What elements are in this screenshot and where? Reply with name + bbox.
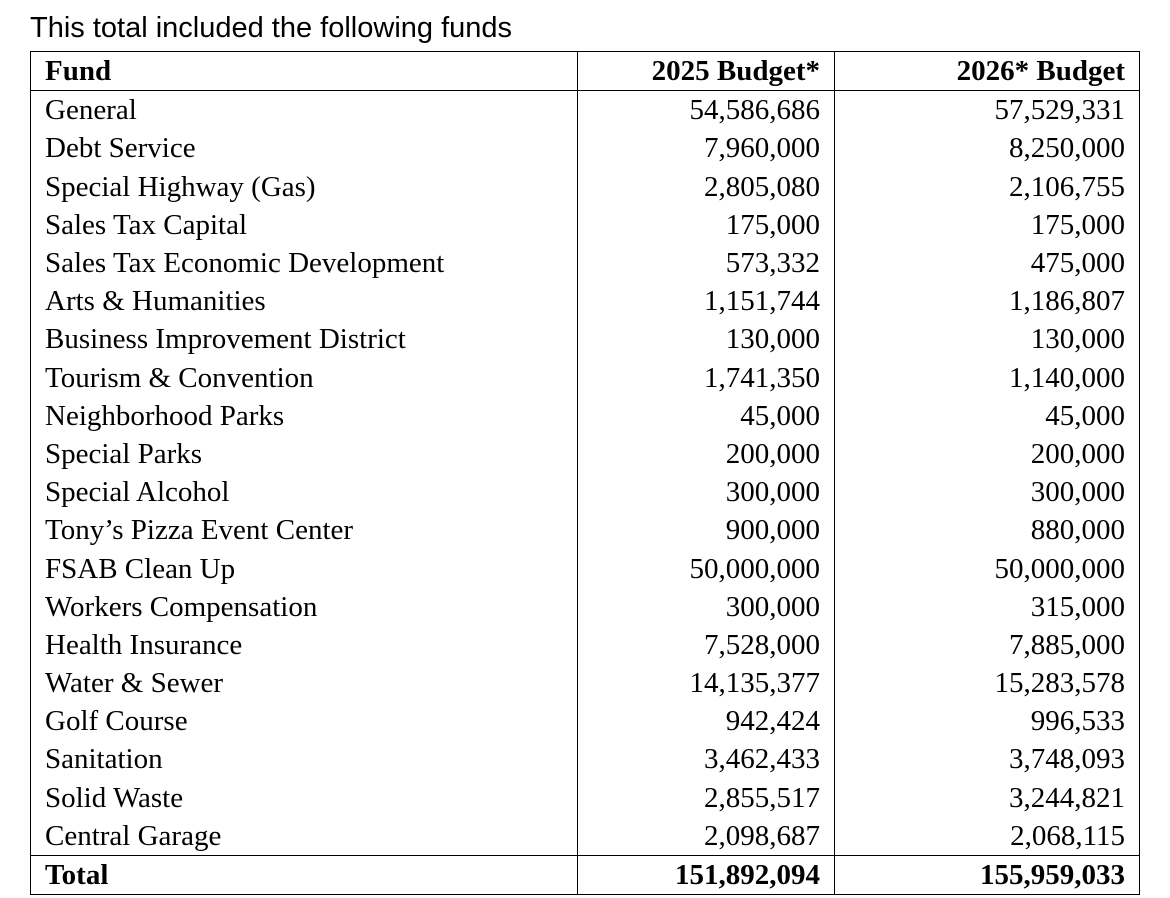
table-row [31, 168, 1140, 206]
fund-name-cell: Business Improvement District [31, 320, 578, 358]
budget-2026-cell: 7,885,000 [835, 626, 1140, 664]
table-row [31, 817, 1140, 856]
fund-name-cell: FSAB Clean Up [31, 549, 578, 587]
budget-2025-cell: 900,000 [578, 511, 835, 549]
fund-name-cell: Sanitation [31, 740, 578, 778]
funds-table [30, 51, 1140, 895]
header-fund: Fund [31, 52, 578, 91]
total-label-cell: Total [31, 855, 578, 894]
fund-name-cell: Solid Waste [31, 779, 578, 817]
table-row [31, 435, 1140, 473]
fund-name-cell: Sales Tax Economic Development [31, 244, 578, 282]
budget-2026-cell: 175,000 [835, 206, 1140, 244]
budget-2025-cell: 573,332 [578, 244, 835, 282]
table-row [31, 129, 1140, 167]
budget-2025-cell: 1,151,744 [578, 282, 835, 320]
budget-2026-cell: 130,000 [835, 320, 1140, 358]
budget-2026-cell: 3,244,821 [835, 779, 1140, 817]
table-row [31, 244, 1140, 282]
budget-2026-cell: 50,000,000 [835, 549, 1140, 587]
table-row [31, 664, 1140, 702]
fund-name-cell: Golf Course [31, 702, 578, 740]
budget-2026-cell: 200,000 [835, 435, 1140, 473]
fund-name-cell: Central Garage [31, 817, 578, 856]
total-2026-cell: 155,959,033 [835, 855, 1140, 894]
header-2026-budget: 2026* Budget [835, 52, 1140, 91]
table-row [31, 626, 1140, 664]
table-row [31, 206, 1140, 244]
fund-name-cell: Neighborhood Parks [31, 397, 578, 435]
budget-2025-cell: 2,855,517 [578, 779, 835, 817]
budget-2026-cell: 880,000 [835, 511, 1140, 549]
fund-name-cell: General [31, 91, 578, 130]
budget-2025-cell: 3,462,433 [578, 740, 835, 778]
fund-name-cell: Health Insurance [31, 626, 578, 664]
budget-2025-cell: 130,000 [578, 320, 835, 358]
table-row [31, 397, 1140, 435]
budget-2026-cell: 2,106,755 [835, 168, 1140, 206]
budget-2026-cell: 45,000 [835, 397, 1140, 435]
budget-2026-cell: 1,186,807 [835, 282, 1140, 320]
budget-2025-cell: 942,424 [578, 702, 835, 740]
budget-2025-cell: 300,000 [578, 473, 835, 511]
budget-2025-cell: 14,135,377 [578, 664, 835, 702]
fund-name-cell: Arts & Humanities [31, 282, 578, 320]
budget-2025-cell: 50,000,000 [578, 549, 835, 587]
fund-name-cell: Tony’s Pizza Event Center [31, 511, 578, 549]
budget-2026-cell: 315,000 [835, 588, 1140, 626]
table-row [31, 91, 1140, 130]
budget-2025-cell: 200,000 [578, 435, 835, 473]
total-row [31, 855, 1140, 894]
fund-name-cell: Special Parks [31, 435, 578, 473]
table-row [31, 702, 1140, 740]
table-row [31, 473, 1140, 511]
table-row [31, 549, 1140, 587]
table-row [31, 740, 1140, 778]
fund-name-cell: Workers Compensation [31, 588, 578, 626]
budget-2026-cell: 1,140,000 [835, 359, 1140, 397]
fund-name-cell: Tourism & Convention [31, 359, 578, 397]
fund-name-cell: Sales Tax Capital [31, 206, 578, 244]
budget-2025-cell: 54,586,686 [578, 91, 835, 130]
header-2025-budget: 2025 Budget* [578, 52, 835, 91]
table-header-row [31, 52, 1140, 91]
budget-2026-cell: 300,000 [835, 473, 1140, 511]
table-row [31, 320, 1140, 358]
budget-2026-cell: 2,068,115 [835, 817, 1140, 856]
budget-2026-cell: 57,529,331 [835, 91, 1140, 130]
fund-name-cell: Water & Sewer [31, 664, 578, 702]
budget-2026-cell: 996,533 [835, 702, 1140, 740]
budget-2025-cell: 300,000 [578, 588, 835, 626]
budget-2025-cell: 175,000 [578, 206, 835, 244]
fund-name-cell: Special Alcohol [31, 473, 578, 511]
table-row [31, 588, 1140, 626]
budget-2025-cell: 2,805,080 [578, 168, 835, 206]
table-row [31, 282, 1140, 320]
budget-2026-cell: 475,000 [835, 244, 1140, 282]
budget-2026-cell: 3,748,093 [835, 740, 1140, 778]
budget-2026-cell: 15,283,578 [835, 664, 1140, 702]
budget-2025-cell: 1,741,350 [578, 359, 835, 397]
fund-name-cell: Debt Service [31, 129, 578, 167]
total-2025-cell: 151,892,094 [578, 855, 835, 894]
budget-2025-cell: 7,528,000 [578, 626, 835, 664]
budget-2025-cell: 45,000 [578, 397, 835, 435]
budget-2026-cell: 8,250,000 [835, 129, 1140, 167]
fund-name-cell: Special Highway (Gas) [31, 168, 578, 206]
table-row [31, 779, 1140, 817]
budget-2025-cell: 7,960,000 [578, 129, 835, 167]
page-caption: This total included the following funds [30, 12, 513, 44]
budget-2025-cell: 2,098,687 [578, 817, 835, 856]
table-row [31, 511, 1140, 549]
table-row [31, 359, 1140, 397]
